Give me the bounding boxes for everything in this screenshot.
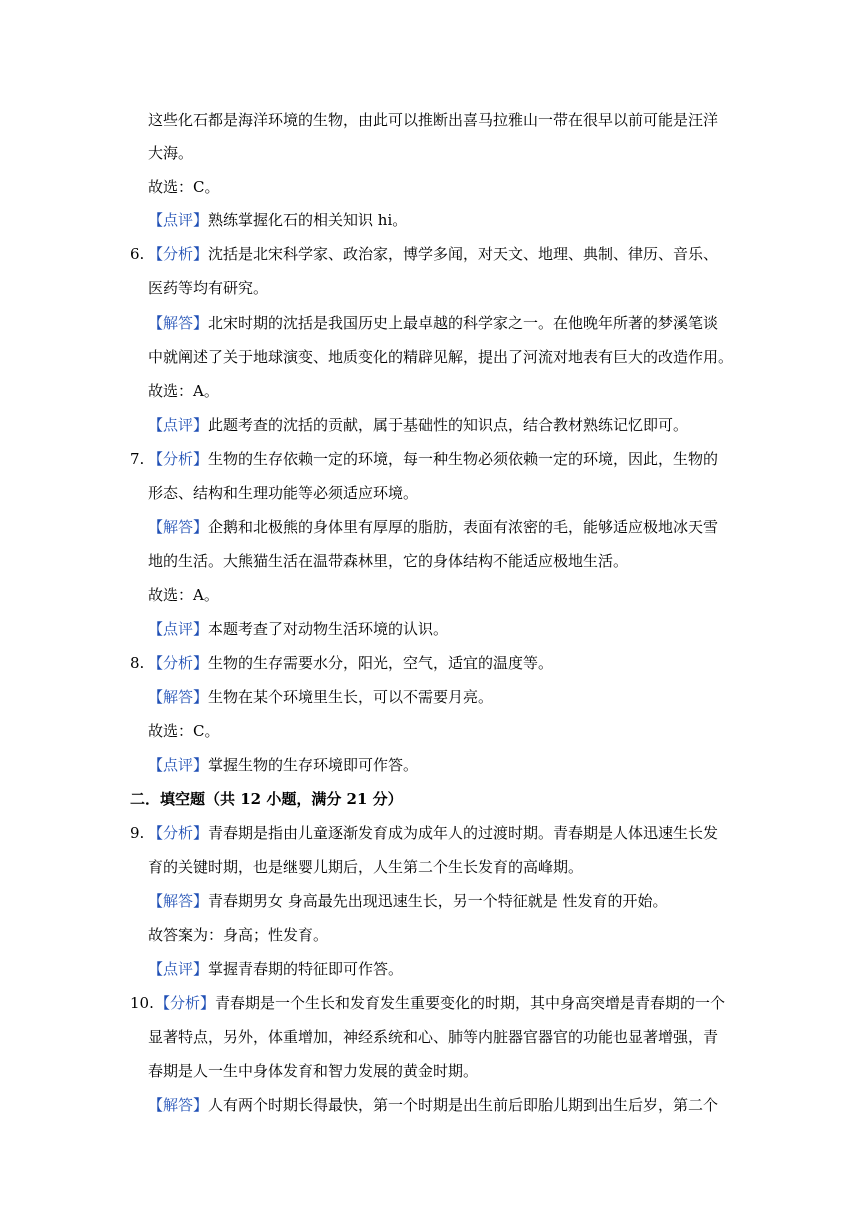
q9-number: 9. <box>130 824 145 842</box>
q6-comment: 【点评】此题考查的沈括的贡献，属于基础性的知识点，结合教材熟练记忆即可。 <box>148 416 689 434</box>
q8-choice: 故选：C。 <box>148 722 220 740</box>
q6-answer-line-1: 【解答】北宋时期的沈括是我国历史上最卓越的科学家之一。在他晚年所著的梦溪笔谈 <box>148 314 719 332</box>
q5-text-line-1: 这些化石都是海洋环境的生物，由此可以推断出喜马拉雅山一带在很早以前可能是汪洋 <box>148 111 719 129</box>
answer-tag: 【解答】 <box>148 1096 209 1114</box>
analysis-tag: 【分析】 <box>155 994 216 1012</box>
comment-tag: 【点评】 <box>148 756 209 774</box>
q9-analysis-line-1: 【分析】青春期是指由儿童逐渐发育成为成年人的过渡时期。青春期是人体迅速生长发 <box>148 824 719 842</box>
answer-tag: 【解答】 <box>148 688 209 706</box>
analysis-tag: 【分析】 <box>148 245 209 263</box>
q10-number: 10. <box>130 994 154 1012</box>
comment-tag: 【点评】 <box>148 960 209 978</box>
q7-choice: 故选：A。 <box>148 586 219 604</box>
answer-tag: 【解答】 <box>148 892 209 910</box>
q6-answer-line-2: 中就阐述了关于地球演变、地质变化的精辟见解，提出了河流对地表有巨大的改造作用。 <box>148 348 734 366</box>
q7-answer-line-1: 【解答】企鹅和北极熊的身体里有厚厚的脂肪，表面有浓密的毛，能够适应极地冰天雪 <box>148 518 719 536</box>
q9-comment: 【点评】掌握青春期的特征即可作答。 <box>148 960 404 978</box>
q7-analysis-line-1: 【分析】生物的生存依赖一定的环境，每一种生物必须依赖一定的环境，因此，生物的 <box>148 450 719 468</box>
q8-answer: 【解答】生物在某个环境里生长，可以不需要月亮。 <box>148 688 494 706</box>
q10-analysis-line-2: 显著特点，另外，体重增加，神经系统和心、肺等内脏器官器官的功能也显著增强，青 <box>148 1028 719 1046</box>
q9-analysis-line-2: 育的关键时期，也是继婴儿期后，人生第二个生长发育的高峰期。 <box>148 858 584 876</box>
q7-answer-line-2: 地的生活。大熊猫生活在温带森林里，它的身体结构不能适应极地生活。 <box>148 552 629 570</box>
q6-analysis-line-2: 医药等均有研究。 <box>148 279 269 297</box>
q10-answer: 【解答】人有两个时期长得最快，第一个时期是出生前后即胎儿期到出生后岁，第二个 <box>148 1096 719 1114</box>
q7-analysis-line-2: 形态、结构和生理功能等必须适应环境。 <box>148 484 419 502</box>
answer-tag: 【解答】 <box>148 518 209 536</box>
comment-tag: 【点评】 <box>148 416 209 434</box>
q6-number: 6. <box>130 245 145 263</box>
q9-choice: 故答案为：身高；性发育。 <box>148 926 329 944</box>
q7-comment: 【点评】本题考查了对动物生活环境的认识。 <box>148 620 449 638</box>
q10-analysis-line-3: 春期是人一生中身体发育和智力发展的黄金时期。 <box>148 1062 479 1080</box>
q8-analysis: 【分析】生物的生存需要水分，阳光，空气，适宜的温度等。 <box>148 654 554 672</box>
q5-text-line-2: 大海。 <box>148 144 194 162</box>
q8-number: 8. <box>130 654 145 672</box>
comment-tag: 【点评】 <box>148 620 209 638</box>
section-heading: 二．填空题（共 12 小题，满分 21 分） <box>130 790 403 808</box>
q10-analysis-line-1: 【分析】青春期是一个生长和发育发生重要变化的时期，其中身高突增是青春期的一个 <box>155 994 726 1012</box>
q9-answer: 【解答】青春期男女 身高最先出现迅速生长，另一个特征就是 性发育的开始。 <box>148 892 668 910</box>
answer-tag: 【解答】 <box>148 314 209 332</box>
q5-comment-text: 熟练掌握化石的相关知识 hi。 <box>208 211 408 229</box>
q7-number: 7. <box>130 450 145 468</box>
q6-analysis-line-1: 【分析】沈括是北宋科学家、政治家，博学多闻，对天文、地理、典制、律历、音乐、 <box>148 245 719 263</box>
q5-choice: 故选：C。 <box>148 178 220 196</box>
q5-comment <box>148 210 407 230</box>
analysis-tag: 【分析】 <box>148 824 209 842</box>
analysis-tag: 【分析】 <box>148 450 209 468</box>
q6-choice: 故选：A。 <box>148 382 219 400</box>
comment-tag: 【点评】 <box>148 211 209 229</box>
analysis-tag: 【分析】 <box>148 654 209 672</box>
q8-comment: 【点评】掌握生物的生存环境即可作答。 <box>148 756 419 774</box>
